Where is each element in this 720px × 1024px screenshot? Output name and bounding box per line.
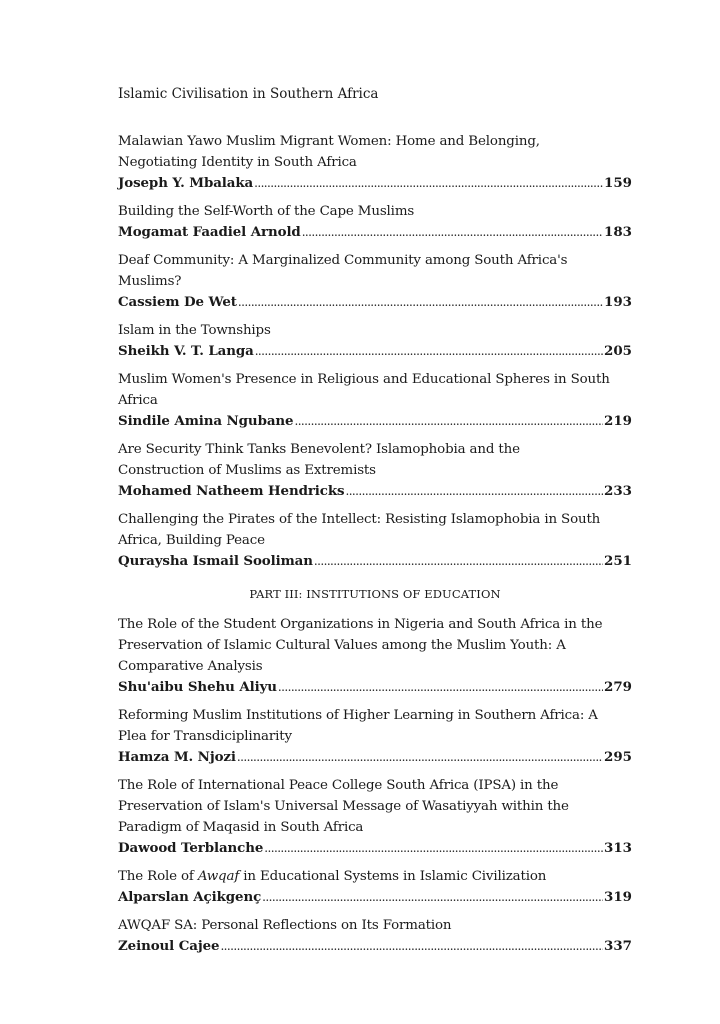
entry-title: The Role of Awqaf in Educational Systems in Islamic Civilization: [118, 869, 547, 884]
dot-leader: [278, 677, 603, 698]
dot-leader: [254, 173, 603, 194]
dot-leader: [237, 747, 603, 768]
entry-author: Alparslan Açikgenç: [118, 889, 262, 905]
entry-author: Sindile Amina Ngubane: [118, 413, 294, 429]
entry-author: Mogamat Faadiel Arnold: [118, 224, 301, 240]
running-header: Islamic Civilisation in Southern Africa: [118, 86, 379, 102]
entry-page-number: 295: [604, 749, 632, 765]
entry-page-number: 279: [604, 679, 632, 695]
entry-page-number: 183: [604, 224, 632, 240]
toc-entry: [118, 131, 632, 194]
entry-author-line: [118, 551, 632, 572]
entry-author: Quraysha Ismail Sooliman: [118, 553, 313, 569]
entry-author: Mohamed Natheem Hendricks: [118, 483, 345, 499]
entry-author-line: [118, 173, 632, 194]
entry-title: Are Security Think Tanks Benevolent? Islamophobia and the Construction of Muslims as Extremists: [118, 442, 520, 478]
entry-author-line: [118, 887, 632, 908]
entry-author-line: [118, 292, 632, 313]
entry-author-line: [118, 341, 632, 362]
entry-title: The Role of International Peace College South Africa (IPSA) in the Preservation of Islam's Universal Message of Wasatiyyah within the Paradigm of Maqasid in South Africa: [118, 778, 569, 835]
entry-author: Joseph Y. Mbalaka: [118, 175, 254, 191]
entry-author: Sheikh V. T. Langa: [118, 343, 254, 359]
entry-page-number: 319: [604, 889, 632, 905]
toc-entry: [118, 201, 632, 243]
entry-title: Muslim Women's Presence in Religious and Educational Spheres in South Africa: [118, 372, 610, 408]
entry-title: AWQAF SA: Personal Reflections on Its Formation: [118, 918, 452, 933]
entry-author: Hamza M. Njozi: [118, 749, 236, 765]
toc-entry: [118, 775, 632, 859]
entry-author-line: [118, 838, 632, 859]
toc-entry: [118, 509, 632, 572]
dot-leader: [345, 481, 603, 502]
entry-title: Building the Self-Worth of the Cape Muslims: [118, 204, 415, 219]
part-heading: PART III: INSTITUTIONS OF EDUCATION: [249, 587, 501, 601]
dot-leader: [238, 292, 603, 313]
entry-author-line: [118, 481, 632, 502]
entry-page-number: 251: [604, 553, 632, 569]
entry-author: Zeinoul Cajee: [118, 938, 220, 954]
entry-page-number: 337: [604, 938, 632, 954]
dot-leader: [220, 936, 603, 957]
dot-leader: [262, 887, 603, 908]
entry-author-line: [118, 222, 632, 243]
dot-leader: [302, 222, 603, 243]
entry-author-line: [118, 677, 632, 698]
dot-leader: [255, 341, 603, 362]
entry-title: Reforming Muslim Institutions of Higher Learning in Southern Africa: A Plea for Transdiciplinarity: [118, 708, 598, 744]
entry-author-line: [118, 747, 632, 768]
entry-title: Deaf Community: A Marginalized Community among South Africa's Muslims?: [118, 253, 568, 289]
entry-author-line: [118, 936, 632, 957]
entry-author-line: [118, 411, 632, 432]
entry-page-number: 219: [604, 413, 632, 429]
entry-author: Shu'aibu Shehu Aliyu: [118, 679, 277, 695]
dot-leader: [294, 411, 603, 432]
toc-entry: [118, 369, 632, 432]
italic-term: Awqaf: [197, 869, 240, 884]
entry-page-number: 159: [604, 175, 632, 191]
entry-page-number: 233: [604, 483, 632, 499]
entry-title: The Role of the Student Organizations in Nigeria and South Africa in the Preservation of Islamic Cultural Values among the Muslim Youth: A Comparative Analysis: [118, 617, 603, 674]
toc-entry: [118, 439, 632, 502]
toc-entry: [118, 320, 632, 362]
entry-page-number: 205: [604, 343, 632, 359]
toc-entry: [118, 705, 632, 768]
entry-title: Challenging the Pirates of the Intellect: Resisting Islamophobia in South Africa, Building Peace: [118, 512, 601, 548]
entry-author: Dawood Terblanche: [118, 840, 264, 856]
entry-page-number: 193: [604, 294, 632, 310]
dot-leader: [264, 838, 603, 859]
entry-author: Cassiem De Wet: [118, 294, 237, 310]
entry-page-number: 313: [604, 840, 632, 856]
toc-entry: [118, 866, 632, 908]
toc-entry: [118, 614, 632, 698]
toc-entry: [118, 250, 632, 313]
entry-title: Islam in the Townships: [118, 323, 271, 338]
dot-leader: [314, 551, 603, 572]
table-of-contents: [118, 131, 632, 964]
toc-entry: [118, 915, 632, 957]
entry-title: Malawian Yawo Muslim Migrant Women: Home and Belonging, Negotiating Identity in South Africa: [118, 134, 540, 170]
